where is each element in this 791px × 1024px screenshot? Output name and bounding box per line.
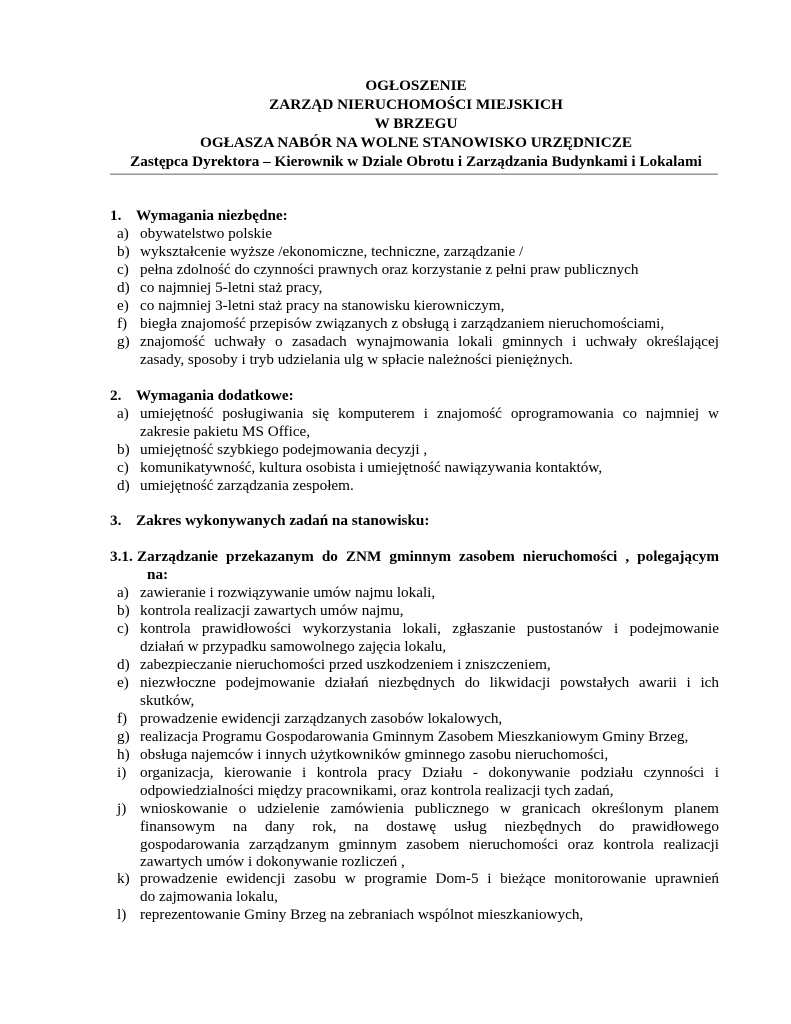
section-1-title: [110, 207, 288, 225]
list-item: [117, 261, 719, 279]
list-item-text-line: do zajmowania lokalu,: [140, 887, 278, 905]
list-item-text: prowadzenie ewidencji zarządzanych zasobów lokalowych,: [140, 710, 503, 727]
list-item: [117, 297, 719, 315]
list-item-text: zabezpieczanie nieruchomości przed uszkodzeniem i zniszczeniem,: [140, 656, 551, 673]
section-3-number: 3.: [110, 512, 122, 529]
header-line-2: ZARZĄD NIERUCHOMOŚCI MIEJSKICH: [269, 96, 563, 113]
announcement-header: [110, 76, 722, 171]
list-item-label: g): [117, 333, 130, 350]
list-item-label: c): [117, 459, 129, 476]
list-item-label: a): [117, 584, 129, 601]
list-item-text-line: prowadzenie ewidencji zasobu w programie Dom-5 i bieżące monitorowanie uprawnień: [140, 870, 719, 887]
list-item: [117, 315, 719, 333]
list-item-label: d): [117, 477, 130, 494]
header-divider: [110, 173, 718, 175]
list-item: [117, 620, 719, 656]
list-item: [117, 764, 719, 800]
list-item: [117, 243, 719, 261]
section-1-number: 1.: [110, 207, 122, 224]
header-line-5: Zastępca Dyrektora – Kierownik w Dziale Obrotu i Zarządzania Budynkami i Lokalami: [130, 153, 702, 170]
list-item: [117, 279, 719, 297]
list-item-text: co najmniej 3-letni staż pracy na stanowisku kierowniczym,: [140, 297, 505, 314]
list-item-label: f): [117, 315, 128, 332]
list-item-text-line: wnioskowanie o udzielenie zamówienia publicznego w granicach określonym planem: [140, 800, 719, 817]
section-3-1-title: [110, 548, 719, 584]
list-item: [117, 441, 719, 459]
list-item-text-line: zasady, sposoby i tryb udzielania ulg w spłacie należności pieniężnych.: [140, 350, 573, 368]
list-item: [117, 584, 719, 602]
list-item-text: realizacja Programu Gospodarowania Gminnym Zasobem Mieszkaniowym Gminy Brzeg,: [140, 728, 689, 745]
list-item-text-line: niezwłoczne podejmowanie działań niezbędnych do likwidacji powstałych awarii i ich: [140, 674, 719, 691]
list-item-label: f): [117, 710, 128, 727]
list-item-label: a): [117, 225, 129, 242]
list-item-text-line: gospodarowania zarządzanym gminnym zasobem nieruchomości oraz kontrola realizacji: [140, 835, 719, 853]
list-item-label: c): [117, 261, 129, 278]
list-item-label: g): [117, 728, 130, 745]
list-item: [117, 405, 719, 441]
list-item: [117, 710, 719, 728]
header-line-3: W BRZEGU: [374, 115, 458, 132]
section-3-1-heading-line: na:: [147, 565, 169, 583]
list-item: [117, 333, 719, 369]
list-item: [117, 906, 719, 924]
list-item-label: i): [117, 764, 127, 781]
list-item-text-line: skutków,: [140, 691, 195, 709]
list-item-text: umiejętność szybkiego podejmowania decyzji ,: [140, 441, 428, 458]
header-line-1: OGŁOSZENIE: [365, 77, 467, 94]
list-item-text-line: organizacja, kierowanie i kontrola pracy Działu - dokonywanie podziału czynności i: [140, 764, 719, 781]
list-item-label: h): [117, 746, 130, 763]
list-item-label: c): [117, 620, 129, 637]
list-item-text: reprezentowanie Gminy Brzeg na zebraniach wspólnot mieszkaniowych,: [140, 906, 584, 923]
list-item-text: biegła znajomość przepisów związanych z obsługą i zarządzaniem nieruchomościami,: [140, 315, 665, 332]
list-item-label: b): [117, 602, 130, 619]
list-item-text: zawieranie i rozwiązywanie umów najmu lokali,: [140, 584, 436, 601]
list-item-text-line: zakresie pakietu MS Office,: [140, 422, 311, 440]
header-line-4: OGŁASZA NABÓR NA WOLNE STANOWISKO URZĘDNICZE: [200, 134, 632, 151]
list-item-text-line: finansowym na dany rok, na dostawę usług niezbędnych do prawidłowego: [140, 817, 719, 835]
list-item: [117, 800, 719, 871]
list-item-text: komunikatywność, kultura osobista i umiejętność nawiązywania kontaktów,: [140, 459, 603, 476]
list-item-text-line: zawartych umów i dokonywanie rozliczeń ,: [140, 853, 405, 871]
list-item: [117, 477, 719, 495]
list-item-text: obsługa najemców i innych użytkowników gminnego zasobu nieruchomości,: [140, 746, 609, 763]
list-item: [117, 674, 719, 710]
list-item-text-line: działań w przypadku samowolnego zajęcia lokalu,: [140, 637, 447, 655]
list-item-label: k): [117, 870, 130, 887]
list-item: [117, 602, 719, 620]
list-item-text: kontrola realizacji zawartych umów najmu,: [140, 602, 404, 619]
list-item-label: b): [117, 441, 130, 458]
section-2-heading: Wymagania dodatkowe:: [136, 387, 294, 404]
list-item-text: umiejętność zarządzania zespołem.: [140, 477, 354, 494]
list-item-label: e): [117, 297, 129, 314]
list-item-label: b): [117, 243, 130, 260]
list-item-label: d): [117, 279, 130, 296]
list-item-text-line: odpowiedzialności między pracownikami, oraz kontrola realizacji tych zadań,: [140, 781, 614, 799]
list-item-label: e): [117, 674, 129, 691]
list-item-text-line: umiejętność posługiwania się komputerem i znajomość oprogramowania co najmniej w: [140, 405, 719, 422]
list-item: [117, 870, 719, 906]
section-3-heading: Zakres wykonywanych zadań na stanowisku:: [136, 512, 430, 529]
section-1-heading: Wymagania niezbędne:: [136, 207, 288, 224]
list-item: [117, 656, 719, 674]
list-item-label: a): [117, 405, 129, 422]
list-item-text: obywatelstwo polskie: [140, 225, 273, 242]
section-2-number: 2.: [110, 387, 122, 404]
list-item-text: co najmniej 5-letni staż pracy,: [140, 279, 323, 296]
list-item-label: l): [117, 906, 127, 923]
section-3-1-number: 3.1.: [110, 548, 133, 565]
list-item-text-line: kontrola prawidłowości wykorzystania lokali, zgłaszanie pustostanów i podejmowanie: [140, 620, 719, 637]
list-item-text: pełna zdolność do czynności prawnych oraz korzystanie z pełni praw publicznych: [140, 261, 639, 278]
list-item: [117, 459, 719, 477]
list-item-label: d): [117, 656, 130, 673]
list-item: [117, 225, 719, 243]
list-item-text-line: znajomość uchwały o zasadach wynajmowania lokali gminnych i uchwały określającej: [140, 333, 719, 350]
list-item-text: wykształcenie wyższe /ekonomiczne, techniczne, zarządzanie /: [140, 243, 524, 260]
section-3-1-heading-line: Zarządzanie przekazanym do ZNM gminnym zasobem nieruchomości , polegającym: [137, 548, 719, 565]
list-item-label: j): [117, 800, 127, 817]
list-item: [117, 746, 719, 764]
section-3-title: [110, 512, 429, 530]
list-item: [117, 728, 719, 746]
section-2-title: [110, 387, 294, 405]
